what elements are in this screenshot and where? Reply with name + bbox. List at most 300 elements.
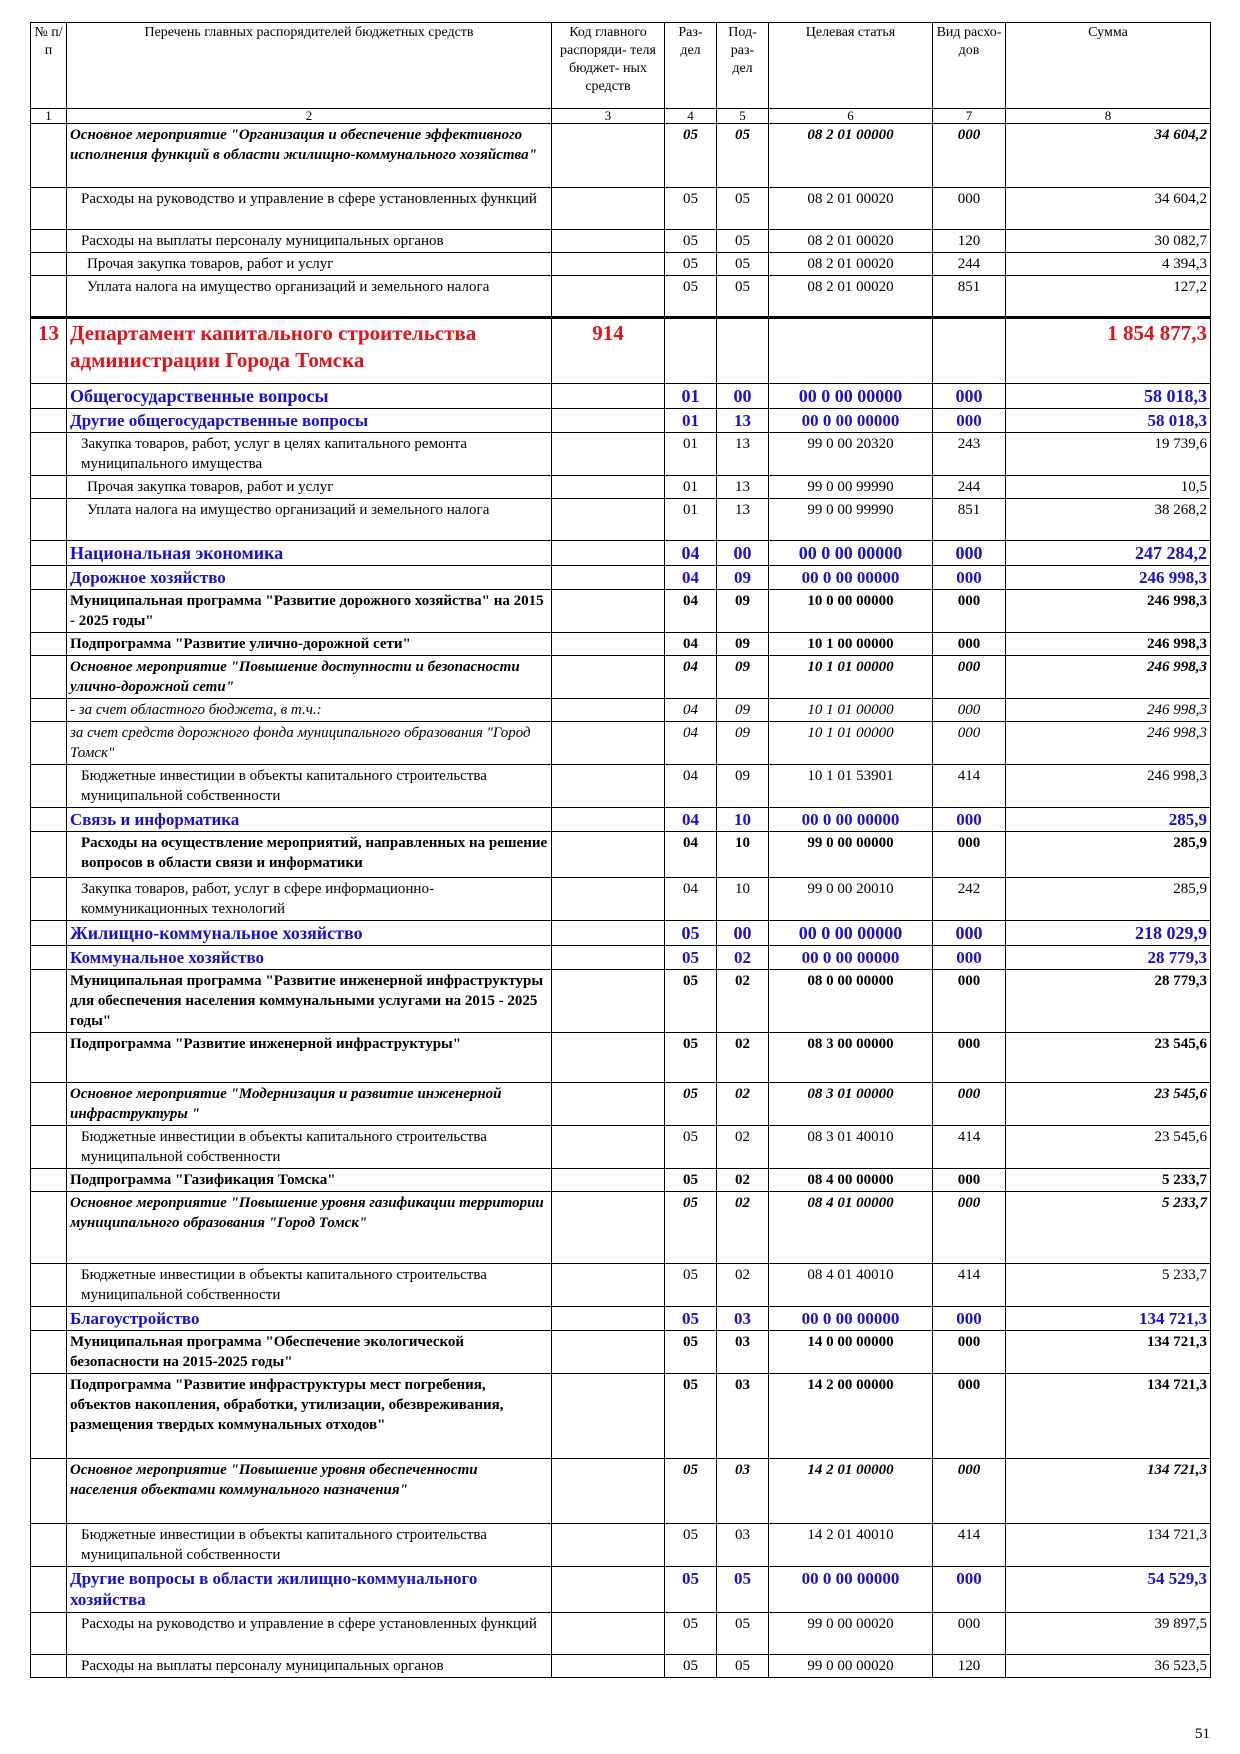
row-sum: 134 721,3 <box>1006 1307 1211 1331</box>
row-expense-type: 414 <box>933 1524 1006 1567</box>
row-razdel: 01 <box>665 433 717 476</box>
row-sum: 36 523,5 <box>1006 1655 1211 1678</box>
row-target-article: 10 1 01 00000 <box>769 656 933 699</box>
table-row <box>31 566 1211 590</box>
row-sum: 285,9 <box>1006 832 1211 878</box>
table-row <box>31 1374 1211 1459</box>
row-razdel: 05 <box>665 276 717 318</box>
row-name: Основное мероприятие "Повышение уровня обеспеченности населения объектами коммунального назначения" <box>67 1459 552 1524</box>
row-code <box>552 566 665 590</box>
row-razdel: 05 <box>665 1126 717 1169</box>
table-row <box>31 230 1211 253</box>
header-podrazdel: Под- раз- дел <box>717 23 769 109</box>
row-target-article: 08 2 01 00020 <box>769 276 933 318</box>
row-target-article <box>769 318 933 384</box>
row-number <box>31 1033 67 1083</box>
row-code <box>552 633 665 656</box>
row-expense-type: 000 <box>933 124 1006 188</box>
row-target-article: 08 2 01 00020 <box>769 188 933 230</box>
row-name: Основное мероприятие "Модернизация и развитие инженерной инфраструктуры " <box>67 1083 552 1126</box>
row-expense-type: 000 <box>933 946 1006 970</box>
row-name: Бюджетные инвестиции в объекты капитального строительства муниципальной собственности <box>67 765 552 808</box>
header-name: Перечень главных распорядителей бюджетных средств <box>67 23 552 109</box>
row-podrazdel: 02 <box>717 946 769 970</box>
row-expense-type <box>933 318 1006 384</box>
row-expense-type: 244 <box>933 476 1006 499</box>
column-number: 7 <box>933 109 1006 124</box>
row-target-article: 99 0 00 20320 <box>769 433 933 476</box>
row-sum: 38 268,2 <box>1006 499 1211 541</box>
row-sum: 218 029,9 <box>1006 921 1211 946</box>
row-target-article: 00 0 00 00000 <box>769 946 933 970</box>
row-podrazdel: 03 <box>717 1331 769 1374</box>
row-expense-type: 000 <box>933 921 1006 946</box>
row-expense-type: 000 <box>933 970 1006 1033</box>
row-code <box>552 656 665 699</box>
row-expense-type: 000 <box>933 1613 1006 1655</box>
row-target-article: 08 3 01 40010 <box>769 1126 933 1169</box>
row-sum: 127,2 <box>1006 276 1211 318</box>
row-target-article: 08 4 01 40010 <box>769 1264 933 1307</box>
row-code <box>552 1083 665 1126</box>
row-expense-type: 000 <box>933 1169 1006 1192</box>
row-target-article: 00 0 00 00000 <box>769 921 933 946</box>
row-expense-type: 000 <box>933 699 1006 722</box>
row-sum: 5 233,7 <box>1006 1264 1211 1307</box>
row-target-article: 10 1 01 00000 <box>769 699 933 722</box>
row-razdel: 05 <box>665 921 717 946</box>
row-code <box>552 878 665 921</box>
row-name: Другие вопросы в области жилищно-коммунального хозяйства <box>67 1567 552 1613</box>
row-target-article: 08 0 00 00000 <box>769 970 933 1033</box>
row-name: Связь и информатика <box>67 808 552 832</box>
row-target-article: 00 0 00 00000 <box>769 808 933 832</box>
row-name: Дорожное хозяйство <box>67 566 552 590</box>
row-expense-type: 000 <box>933 656 1006 699</box>
row-code <box>552 1169 665 1192</box>
row-code <box>552 541 665 566</box>
row-podrazdel: 00 <box>717 921 769 946</box>
row-number <box>31 188 67 230</box>
row-expense-type: 000 <box>933 1033 1006 1083</box>
row-number <box>31 590 67 633</box>
row-sum: 246 998,3 <box>1006 722 1211 765</box>
row-expense-type: 244 <box>933 253 1006 276</box>
row-sum: 34 604,2 <box>1006 124 1211 188</box>
column-number: 4 <box>665 109 717 124</box>
row-podrazdel: 09 <box>717 633 769 656</box>
row-expense-type: 000 <box>933 722 1006 765</box>
table-row <box>31 1264 1211 1307</box>
row-name: Бюджетные инвестиции в объекты капитального строительства муниципальной собственности <box>67 1264 552 1307</box>
row-name: - за счет областного бюджета, в т.ч.: <box>67 699 552 722</box>
row-code <box>552 188 665 230</box>
row-number <box>31 1192 67 1264</box>
row-name: Департамент капитального строительства администрации Города Томска <box>67 318 552 384</box>
row-code <box>552 1264 665 1307</box>
row-podrazdel: 13 <box>717 433 769 476</box>
table-row <box>31 124 1211 188</box>
row-sum: 285,9 <box>1006 808 1211 832</box>
row-razdel: 04 <box>665 808 717 832</box>
row-number <box>31 832 67 878</box>
row-name: Уплата налога на имущество организаций и земельного налога <box>67 276 552 318</box>
row-razdel: 05 <box>665 253 717 276</box>
row-podrazdel: 03 <box>717 1307 769 1331</box>
row-razdel: 04 <box>665 765 717 808</box>
row-name: Основное мероприятие "Организация и обеспечение эффективного исполнения функций в области жилищно-коммунального хозяйства" <box>67 124 552 188</box>
row-number <box>31 1567 67 1613</box>
table-row <box>31 541 1211 566</box>
row-expense-type: 000 <box>933 1374 1006 1459</box>
row-expense-type: 242 <box>933 878 1006 921</box>
row-sum: 23 545,6 <box>1006 1083 1211 1126</box>
table-row <box>31 499 1211 541</box>
row-razdel: 04 <box>665 832 717 878</box>
table-row <box>31 1567 1211 1613</box>
row-number <box>31 541 67 566</box>
row-number <box>31 1613 67 1655</box>
row-number <box>31 1126 67 1169</box>
row-target-article: 99 0 00 99990 <box>769 499 933 541</box>
row-razdel: 04 <box>665 541 717 566</box>
row-code <box>552 699 665 722</box>
row-target-article: 10 1 01 53901 <box>769 765 933 808</box>
row-name: Национальная экономика <box>67 541 552 566</box>
table-row <box>31 970 1211 1033</box>
row-code <box>552 409 665 433</box>
row-podrazdel: 05 <box>717 1655 769 1678</box>
row-razdel: 05 <box>665 1264 717 1307</box>
row-razdel: 05 <box>665 1331 717 1374</box>
row-podrazdel: 02 <box>717 1264 769 1307</box>
row-razdel: 01 <box>665 409 717 433</box>
row-name: Подпрограмма "Газификация Томска" <box>67 1169 552 1192</box>
row-name: Прочая закупка товаров, работ и услуг <box>67 476 552 499</box>
row-razdel: 04 <box>665 656 717 699</box>
row-number <box>31 499 67 541</box>
header-razdel: Раз- дел <box>665 23 717 109</box>
row-razdel: 05 <box>665 1192 717 1264</box>
row-code: 914 <box>552 318 665 384</box>
row-sum: 10,5 <box>1006 476 1211 499</box>
row-code <box>552 499 665 541</box>
row-expense-type: 414 <box>933 765 1006 808</box>
row-sum: 1 854 877,3 <box>1006 318 1211 384</box>
row-razdel: 05 <box>665 970 717 1033</box>
table-row <box>31 188 1211 230</box>
row-name: Коммунальное хозяйство <box>67 946 552 970</box>
row-code <box>552 921 665 946</box>
table-row <box>31 1331 1211 1374</box>
row-razdel: 05 <box>665 188 717 230</box>
row-number <box>31 808 67 832</box>
row-number <box>31 230 67 253</box>
row-name: за счет средств дорожного фонда муниципального образования "Город Томск" <box>67 722 552 765</box>
column-number-row <box>31 109 1211 124</box>
row-name: Бюджетные инвестиции в объекты капитального строительства муниципальной собственности <box>67 1524 552 1567</box>
row-podrazdel: 00 <box>717 541 769 566</box>
table-row <box>31 253 1211 276</box>
row-podrazdel: 02 <box>717 1192 769 1264</box>
row-expense-type: 000 <box>933 1331 1006 1374</box>
row-name: Подпрограмма "Развитие инфраструктуры мест погребения, объектов накопления, обработки, утилизации, обезвреживания, размещения твердых коммунальных отходов" <box>67 1374 552 1459</box>
row-name: Подпрограмма "Развитие инженерной инфраструктуры" <box>67 1033 552 1083</box>
row-expense-type: 000 <box>933 1307 1006 1331</box>
table-body <box>31 124 1211 1678</box>
row-number <box>31 878 67 921</box>
row-sum: 30 082,7 <box>1006 230 1211 253</box>
row-number <box>31 124 67 188</box>
row-sum: 247 284,2 <box>1006 541 1211 566</box>
table-row <box>31 1613 1211 1655</box>
row-razdel: 01 <box>665 499 717 541</box>
row-podrazdel: 02 <box>717 1126 769 1169</box>
row-podrazdel: 02 <box>717 1169 769 1192</box>
row-podrazdel: 09 <box>717 699 769 722</box>
column-number: 1 <box>31 109 67 124</box>
budget-table <box>30 22 1211 1678</box>
row-name: Закупка товаров, работ, услуг в целях капитального ремонта муниципального имущества <box>67 433 552 476</box>
row-code <box>552 1307 665 1331</box>
row-podrazdel: 05 <box>717 1567 769 1613</box>
row-podrazdel: 02 <box>717 970 769 1033</box>
row-code <box>552 946 665 970</box>
row-number <box>31 384 67 409</box>
row-name: Уплата налога на имущество организаций и земельного налога <box>67 499 552 541</box>
row-code <box>552 1524 665 1567</box>
table-row <box>31 384 1211 409</box>
row-code <box>552 124 665 188</box>
row-podrazdel: 09 <box>717 765 769 808</box>
row-razdel: 04 <box>665 699 717 722</box>
table-header <box>31 23 1211 124</box>
header-num: № п/п <box>31 23 67 109</box>
row-name: Жилищно-коммунальное хозяйство <box>67 921 552 946</box>
row-code <box>552 765 665 808</box>
row-razdel: 05 <box>665 124 717 188</box>
row-name: Общегосударственные вопросы <box>67 384 552 409</box>
row-podrazdel: 03 <box>717 1374 769 1459</box>
row-razdel: 05 <box>665 1374 717 1459</box>
row-sum: 54 529,3 <box>1006 1567 1211 1613</box>
row-razdel: 05 <box>665 1083 717 1126</box>
row-target-article: 99 0 00 99990 <box>769 476 933 499</box>
row-name: Прочая закупка товаров, работ и услуг <box>67 253 552 276</box>
row-number <box>31 921 67 946</box>
row-code <box>552 1459 665 1524</box>
table-row <box>31 1307 1211 1331</box>
row-podrazdel: 02 <box>717 1033 769 1083</box>
table-row <box>31 656 1211 699</box>
row-expense-type: 000 <box>933 633 1006 656</box>
row-name: Расходы на выплаты персоналу муниципальных органов <box>67 1655 552 1678</box>
row-number <box>31 1655 67 1678</box>
row-expense-type: 120 <box>933 230 1006 253</box>
row-name: Подпрограмма "Развитие улично-дорожной сети" <box>67 633 552 656</box>
row-sum: 134 721,3 <box>1006 1331 1211 1374</box>
table-row <box>31 633 1211 656</box>
row-podrazdel: 09 <box>717 590 769 633</box>
row-sum: 246 998,3 <box>1006 590 1211 633</box>
row-expense-type: 120 <box>933 1655 1006 1678</box>
row-number <box>31 722 67 765</box>
row-target-article: 14 0 00 00000 <box>769 1331 933 1374</box>
row-code <box>552 1374 665 1459</box>
row-name: Муниципальная программа "Развитие дорожного хозяйства" на 2015 - 2025 годы" <box>67 590 552 633</box>
row-podrazdel: 10 <box>717 808 769 832</box>
row-number <box>31 1264 67 1307</box>
row-razdel: 05 <box>665 1613 717 1655</box>
row-expense-type: 000 <box>933 566 1006 590</box>
row-number <box>31 1331 67 1374</box>
row-razdel: 04 <box>665 722 717 765</box>
table-row <box>31 1524 1211 1567</box>
row-podrazdel: 05 <box>717 253 769 276</box>
table-row <box>31 1083 1211 1126</box>
row-podrazdel: 05 <box>717 276 769 318</box>
row-target-article: 00 0 00 00000 <box>769 1307 933 1331</box>
row-target-article: 00 0 00 00000 <box>769 541 933 566</box>
row-target-article: 08 2 01 00000 <box>769 124 933 188</box>
row-sum: 285,9 <box>1006 878 1211 921</box>
row-sum: 246 998,3 <box>1006 633 1211 656</box>
row-sum: 134 721,3 <box>1006 1459 1211 1524</box>
row-sum: 58 018,3 <box>1006 409 1211 433</box>
page-number: 51 <box>1195 1726 1210 1742</box>
row-number <box>31 765 67 808</box>
row-target-article: 99 0 00 20010 <box>769 878 933 921</box>
row-number <box>31 1083 67 1126</box>
row-razdel: 05 <box>665 1169 717 1192</box>
row-expense-type: 000 <box>933 1083 1006 1126</box>
row-number <box>31 476 67 499</box>
row-sum: 246 998,3 <box>1006 566 1211 590</box>
row-target-article: 99 0 00 00000 <box>769 832 933 878</box>
row-razdel: 04 <box>665 590 717 633</box>
column-number: 8 <box>1006 109 1211 124</box>
row-target-article: 08 2 01 00020 <box>769 230 933 253</box>
row-sum: 23 545,6 <box>1006 1126 1211 1169</box>
row-razdel: 05 <box>665 946 717 970</box>
row-podrazdel: 09 <box>717 566 769 590</box>
table-row <box>31 476 1211 499</box>
row-name: Расходы на руководство и управление в сфере установленных функций <box>67 1613 552 1655</box>
row-podrazdel <box>717 318 769 384</box>
header-vid: Вид расхо- дов <box>933 23 1006 109</box>
row-podrazdel: 13 <box>717 409 769 433</box>
row-target-article: 08 4 00 00000 <box>769 1169 933 1192</box>
row-sum: 246 998,3 <box>1006 765 1211 808</box>
row-target-article: 08 3 01 00000 <box>769 1083 933 1126</box>
row-razdel: 05 <box>665 1033 717 1083</box>
row-sum: 58 018,3 <box>1006 384 1211 409</box>
table-row <box>31 722 1211 765</box>
row-expense-type: 000 <box>933 590 1006 633</box>
row-sum: 34 604,2 <box>1006 188 1211 230</box>
row-sum: 246 998,3 <box>1006 656 1211 699</box>
row-code <box>552 1567 665 1613</box>
column-number: 3 <box>552 109 665 124</box>
row-podrazdel: 03 <box>717 1459 769 1524</box>
row-number <box>31 1374 67 1459</box>
row-podrazdel: 00 <box>717 384 769 409</box>
row-target-article: 14 2 01 40010 <box>769 1524 933 1567</box>
row-code <box>552 1655 665 1678</box>
row-number: 13 <box>31 318 67 384</box>
row-name: Расходы на осуществление мероприятий, направленных на решение вопросов в области связи и информатики <box>67 832 552 878</box>
row-code <box>552 384 665 409</box>
row-podrazdel: 10 <box>717 832 769 878</box>
row-sum: 134 721,3 <box>1006 1374 1211 1459</box>
row-podrazdel: 03 <box>717 1524 769 1567</box>
row-target-article: 10 0 00 00000 <box>769 590 933 633</box>
row-expense-type: 000 <box>933 409 1006 433</box>
row-podrazdel: 09 <box>717 722 769 765</box>
row-target-article: 00 0 00 00000 <box>769 566 933 590</box>
row-expense-type: 000 <box>933 188 1006 230</box>
row-razdel: 01 <box>665 384 717 409</box>
row-razdel <box>665 318 717 384</box>
row-expense-type: 000 <box>933 1567 1006 1613</box>
row-name: Расходы на руководство и управление в сфере установленных функций <box>67 188 552 230</box>
row-code <box>552 808 665 832</box>
row-number <box>31 1307 67 1331</box>
row-razdel: 04 <box>665 566 717 590</box>
row-sum: 23 545,6 <box>1006 1033 1211 1083</box>
header-code: Код главного распоряди- теля бюджет- ных средств <box>552 23 665 109</box>
row-sum: 4 394,3 <box>1006 253 1211 276</box>
table-row <box>31 1655 1211 1678</box>
row-razdel: 04 <box>665 878 717 921</box>
row-expense-type: 414 <box>933 1264 1006 1307</box>
row-number <box>31 970 67 1033</box>
row-expense-type: 000 <box>933 1192 1006 1264</box>
row-number <box>31 1459 67 1524</box>
row-code <box>552 433 665 476</box>
table-row <box>31 699 1211 722</box>
table-row <box>31 921 1211 946</box>
row-name: Муниципальная программа "Развитие инженерной инфраструктуры для обеспечения населения коммунальными услугами на 2015 - 2025 годы" <box>67 970 552 1033</box>
row-number <box>31 633 67 656</box>
row-podrazdel: 05 <box>717 188 769 230</box>
row-sum: 39 897,5 <box>1006 1613 1211 1655</box>
row-razdel: 01 <box>665 476 717 499</box>
row-razdel: 05 <box>665 1459 717 1524</box>
row-code <box>552 276 665 318</box>
row-target-article: 00 0 00 00000 <box>769 1567 933 1613</box>
row-code <box>552 832 665 878</box>
table-row <box>31 409 1211 433</box>
row-expense-type: 000 <box>933 832 1006 878</box>
row-target-article: 10 1 01 00000 <box>769 722 933 765</box>
row-razdel: 05 <box>665 1655 717 1678</box>
row-number <box>31 1524 67 1567</box>
row-expense-type: 000 <box>933 1459 1006 1524</box>
row-code <box>552 1033 665 1083</box>
table-row <box>31 433 1211 476</box>
row-target-article: 14 2 00 00000 <box>769 1374 933 1459</box>
column-number: 6 <box>769 109 933 124</box>
row-number <box>31 433 67 476</box>
row-razdel: 05 <box>665 1307 717 1331</box>
row-number <box>31 699 67 722</box>
row-code <box>552 1331 665 1374</box>
header-target: Целевая статья <box>769 23 933 109</box>
table-row <box>31 1459 1211 1524</box>
row-razdel: 05 <box>665 1567 717 1613</box>
row-code <box>552 253 665 276</box>
